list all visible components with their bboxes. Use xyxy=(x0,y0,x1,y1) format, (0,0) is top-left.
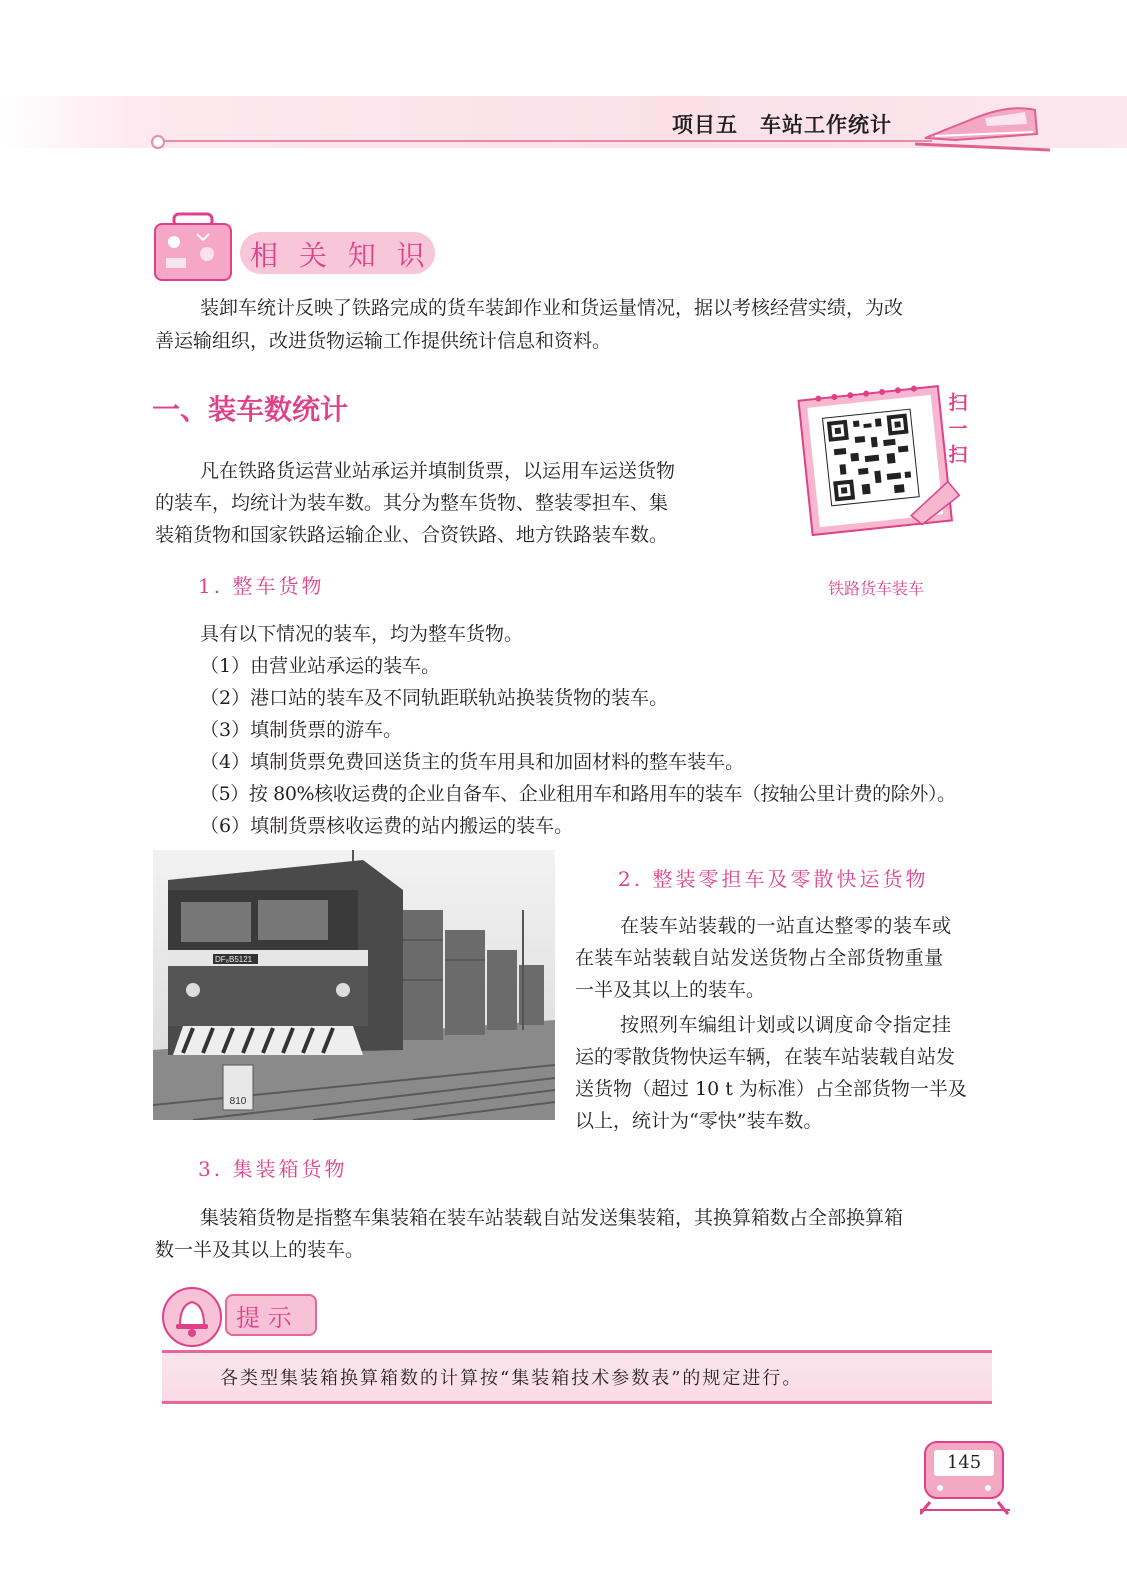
marker-post-text: 810 xyxy=(229,1096,247,1107)
intro-line-1: 装卸车统计反映了铁路完成的货车装卸作业和货运量情况，据以考核经营实绩，为改 xyxy=(200,297,904,319)
item3-heading: 3. 集装箱货物 xyxy=(198,1157,348,1181)
item1-lead: 具有以下情况的装车，均为整车货物。 xyxy=(200,623,524,645)
item2-p2-line-3: 送货物（超过 10 t 为标准）占全部货物一半及 xyxy=(575,1078,967,1100)
item2-p1-line-3: 一半及其以上的装车。 xyxy=(575,979,766,1001)
section-badge-label: 相 关 知 识 xyxy=(250,239,431,272)
section-title: 一、装车数统计 xyxy=(152,393,349,426)
page-train-icon xyxy=(920,1438,1010,1516)
section1-line-3: 装箱货物和国家铁路运输企业、合资铁路、地方铁路装车数。 xyxy=(155,524,669,546)
intro-line-2: 善运输组织，改进货物运输工作提供统计信息和资料。 xyxy=(155,330,612,352)
item1-list-item: （4）填制货票免费回送货主的货车用具和加固材料的整车装车。 xyxy=(200,751,745,773)
item3-line-2: 数一半及其以上的装车。 xyxy=(155,1239,365,1261)
item1-list-item: （2）港口站的装车及不同轨距联轨站换装货物的装车。 xyxy=(200,687,669,709)
tip-text: 各类型集装箱换算箱数的计算按“集装箱技术参数表”的规定进行。 xyxy=(220,1368,803,1389)
train-logo-icon xyxy=(915,96,1055,156)
item1-list-item: （1）由营业站承运的装车。 xyxy=(200,655,441,677)
chapter-title: 项目五 车站工作统计 xyxy=(672,113,892,137)
bell-icon xyxy=(160,1285,224,1349)
page-number: 145 xyxy=(946,1452,982,1473)
freight-train-photo xyxy=(153,850,555,1120)
section1-line-1: 凡在铁路货运营业站承运并填制货票，以运用车运送货物 xyxy=(200,460,676,482)
section1-line-2: 的装车，均统计为装车数。其分为整车货物、整装零担车、集 xyxy=(155,492,669,514)
item1-list-item: （6）填制货票核收运费的站内搬运的装车。 xyxy=(200,815,574,837)
item2-p2-line-4: 以上，统计为“零快”装车数。 xyxy=(575,1110,823,1132)
header-rule-dot xyxy=(151,135,165,149)
tip-label: 提 示 xyxy=(236,1304,292,1332)
item2-p2-line-2: 运的零散货物快运车辆，在装车站装载自站发 xyxy=(575,1046,956,1068)
item1-heading: 1. 整车货物 xyxy=(198,574,325,598)
item2-p1-line-2: 在装车站装载自站发送货物占全部货物重量 xyxy=(575,947,944,969)
item1-list-item: （5）按 80%核收运费的企业自备车、企业租用车和路用车的装车（按轴公里计费的除外）。 xyxy=(200,783,956,805)
item3-line-1: 集装箱货物是指整车集装箱在装车站装载自站发送集装箱，其换算箱数占全部换算箱 xyxy=(200,1207,904,1229)
suitcase-icon xyxy=(152,212,236,282)
item2-heading: 2. 整装零担车及零散快运货物 xyxy=(618,867,929,891)
locomotive-plate-text: DF₈B5121 xyxy=(215,955,253,964)
scan-label: 扫 一 扫 xyxy=(948,392,968,466)
header-rule xyxy=(152,140,932,142)
item1-list-item: （3）填制货票的游车。 xyxy=(200,719,403,741)
qr-caption: 铁路货车装车 xyxy=(828,579,925,598)
item2-p1-line-1: 在装车站装载的一站直达整零的装车或 xyxy=(620,915,952,937)
item2-p2-line-1: 按照列车编组计划或以调度命令指定挂 xyxy=(620,1014,952,1036)
